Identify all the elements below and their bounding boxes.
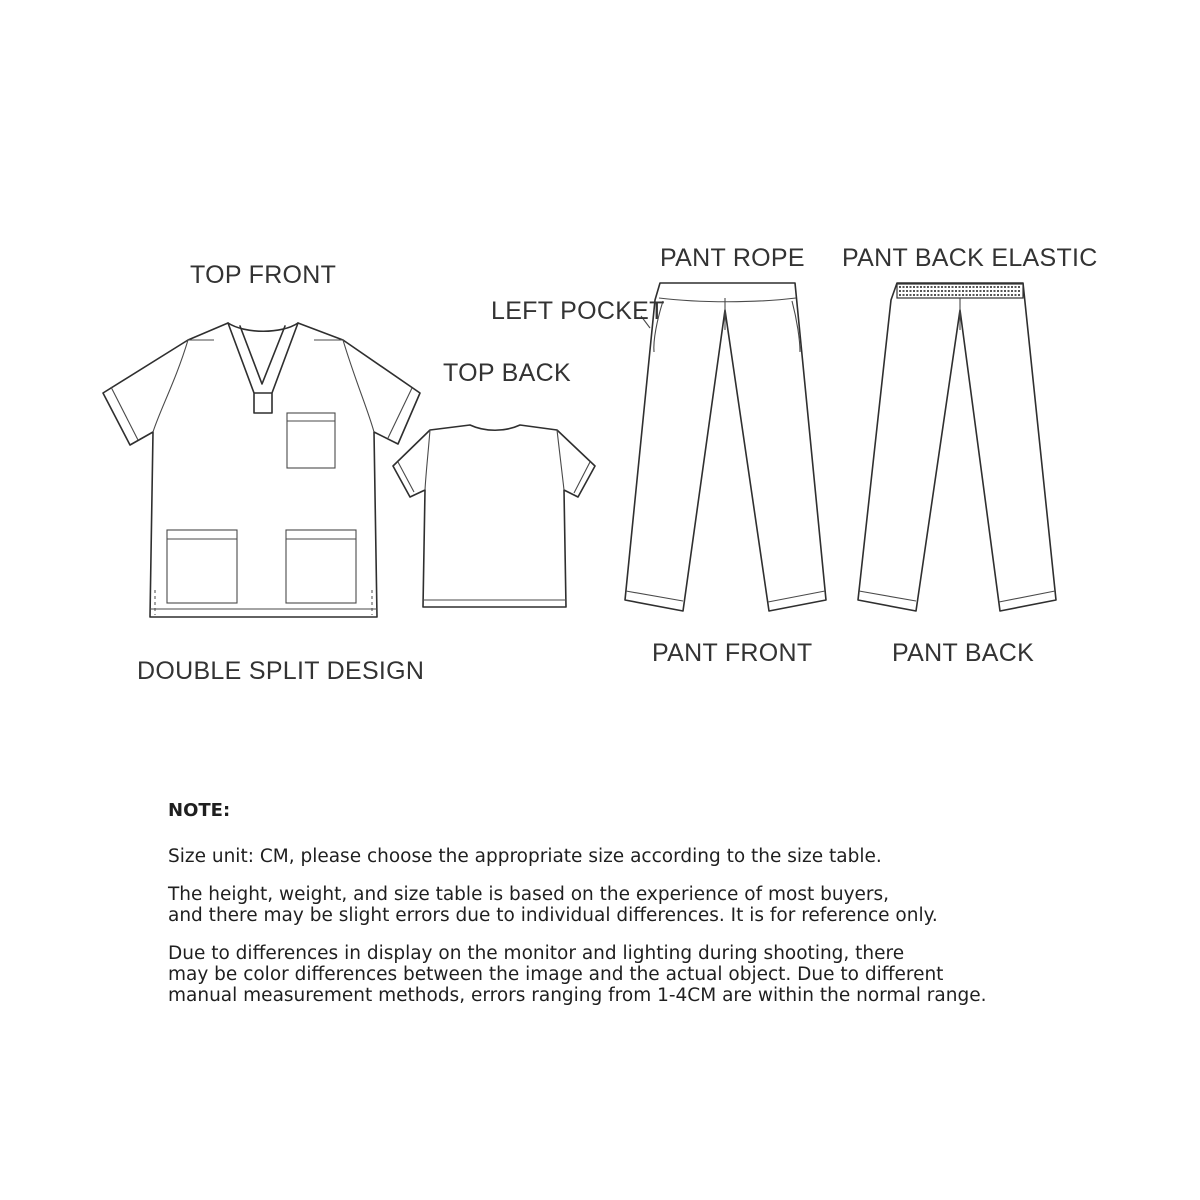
top-front-left-cuff — [111, 387, 138, 440]
top-back-right-armhole — [557, 430, 564, 490]
pant-back-left-cuff — [859, 591, 916, 601]
pant-back-right-cuff — [999, 591, 1055, 602]
label-pant-back: PANT BACK — [892, 639, 1035, 667]
note-line: may be color differences between the image and the actual object. Due to different — [168, 964, 944, 985]
pant-front-figure — [625, 283, 826, 611]
top-front-right-cuff — [388, 388, 412, 438]
note-line: manual measurement methods, errors ranging from 1-4CM are within the normal range. — [168, 985, 987, 1006]
top-front-left-pocket — [167, 530, 237, 603]
note-line: and there may be slight errors due to individual differences. It is for reference only. — [168, 905, 938, 926]
label-pant-rope: PANT ROPE — [660, 244, 805, 272]
pant-front-left-cuff — [626, 591, 683, 601]
pant-back-figure — [858, 283, 1056, 611]
label-pant-front: PANT FRONT — [652, 639, 813, 667]
top-front-outline — [103, 323, 420, 617]
pant-front-right-cuff — [768, 591, 825, 602]
label-double-split-design: DOUBLE SPLIT DESIGN — [137, 657, 425, 685]
note-title: NOTE: — [168, 800, 231, 821]
label-pant-back-elastic: PANT BACK ELASTIC — [842, 244, 1098, 272]
pant-front-waistband — [659, 298, 796, 302]
top-back-left-cuff — [398, 462, 414, 492]
note-paragraph — [168, 846, 1168, 867]
top-back-outline — [393, 425, 595, 607]
pant-back-outline — [858, 283, 1056, 611]
note-section — [168, 800, 1168, 1023]
note-line: The height, weight, and size table is based on the experience of most buyers, — [168, 884, 890, 905]
label-top-back: TOP BACK — [443, 359, 571, 387]
top-front-right-pocket — [286, 530, 356, 603]
note-paragraph — [168, 884, 1168, 926]
top-back-left-armhole — [425, 430, 430, 490]
label-left-pocket: LEFT POCKET — [491, 297, 665, 325]
note-line: Size unit: CM, please choose the appropriate size according to the size table. — [168, 846, 882, 867]
note-line: Due to differences in display on the monitor and lighting during shooting, there — [168, 943, 905, 964]
top-front-right-armhole — [343, 340, 374, 432]
top-front-figure — [103, 323, 420, 617]
top-front-vneck — [228, 323, 298, 413]
top-back-figure — [393, 425, 595, 607]
label-top-front: TOP FRONT — [190, 261, 337, 289]
top-front-left-armhole — [153, 340, 188, 432]
note-paragraph — [168, 943, 1168, 1006]
